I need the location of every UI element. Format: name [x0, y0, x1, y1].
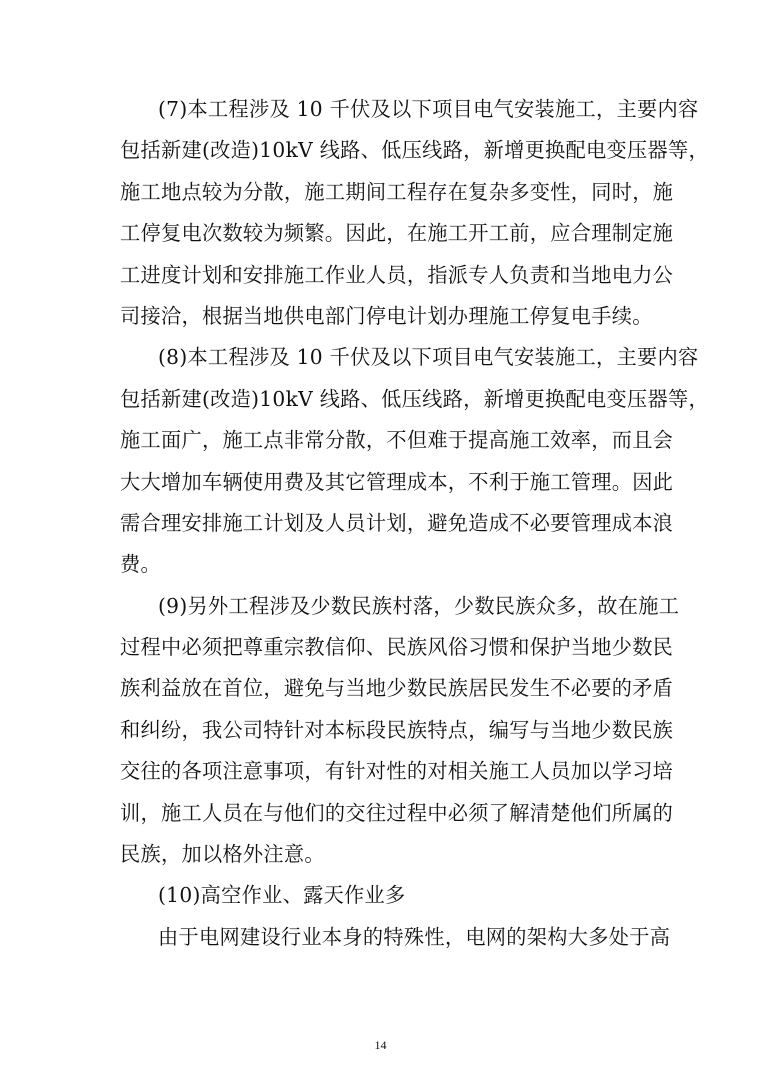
text-line: 民族，加以格外注意。: [120, 842, 325, 867]
text-line: 费。: [120, 552, 161, 577]
text-line: (10)高空作业、露天作业多: [158, 883, 406, 908]
text-line: (9)另外工程涉及少数民族村落，少数民族众多，故在施工: [158, 593, 680, 618]
text-line: (7)本工程涉及 10 千伏及以下项目电气安装施工，主要内容: [158, 97, 699, 121]
text-line: 过程中必须把尊重宗教信仰、民族风俗习惯和保护当地少数民: [120, 635, 674, 660]
page-number: 14: [374, 1038, 387, 1052]
text-line: 包括新建(改造)10kV 线路、低压线路，新增更换配电变压器等，: [120, 386, 709, 411]
text-line: 包括新建(改造)10kV 线路、低压线路，新增更换配电变压器等，: [120, 138, 709, 163]
text-line: 施工地点较为分散，施工期间工程存在复杂多变性，同时，施: [120, 179, 674, 204]
paragraph: [120, 917, 671, 958]
paragraph: [120, 337, 709, 585]
text-line: 训，施工人员在与他们的交往过程中必须了解清楚他们所属的: [120, 800, 674, 825]
document-body: [120, 89, 709, 958]
text-line: 交往的各项注意事项，有针对性的对相关施工人员加以学习培: [120, 759, 674, 784]
text-line: 族利益放在首位，避免与当地少数民族居民发生不必要的矛盾: [120, 676, 674, 701]
paragraph: [120, 89, 709, 337]
text-line: 工停复电次数较为频繁。因此，在施工开工前，应合理制定施: [120, 221, 674, 246]
text-line: 由于电网建设行业本身的特殊性，电网的架构大多处于高: [158, 924, 671, 949]
text-line: 需合理安排施工计划及人员计划，避免造成不必要管理成本浪: [120, 510, 674, 535]
text-line: 大大增加车辆使用费及其它管理成本，不利于施工管理。因此: [120, 469, 674, 494]
text-line: 工进度计划和安排施工作业人员，指派专人负责和当地电力公: [120, 262, 674, 287]
paragraph: [120, 875, 636, 916]
paragraph: [120, 586, 680, 876]
text-line: 和纠纷，我公司特针对本标段民族特点，编写与当地少数民族: [120, 717, 674, 742]
text-line: (8)本工程涉及 10 千伏及以下项目电气安装施工，主要内容: [158, 345, 699, 370]
text-line: 施工面广，施工点非常分散，不但难于提高施工效率，而且会: [120, 428, 674, 453]
text-line: 司接洽，根据当地供电部门停电计划办理施工停复电手续。: [120, 303, 653, 328]
